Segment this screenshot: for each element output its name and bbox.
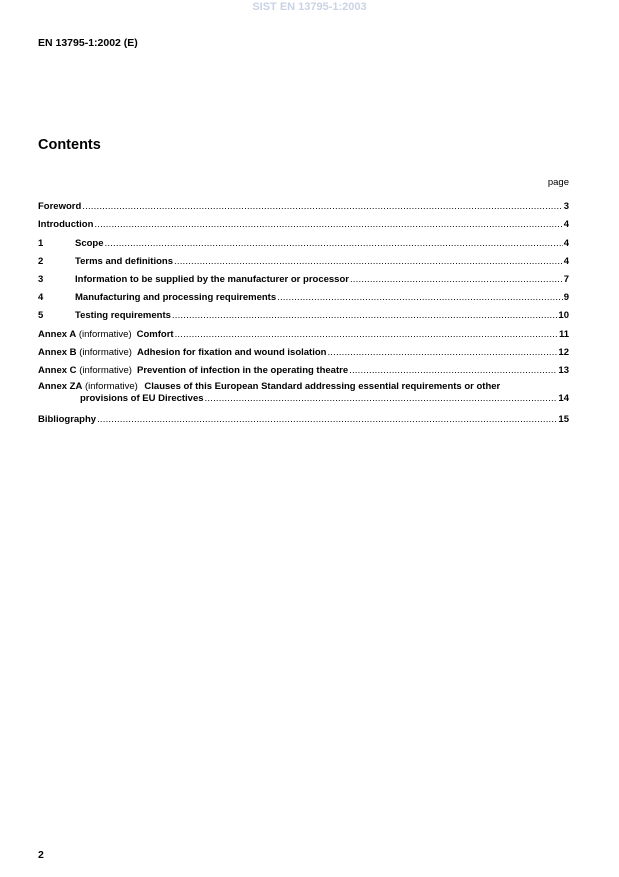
toc-entry-title: Scope	[75, 237, 104, 249]
toc-entry-annex-za[interactable]	[38, 376, 569, 405]
toc-entry-title: Terms and definitions	[75, 255, 174, 267]
toc-entry-scope[interactable]	[38, 230, 569, 248]
annex-label: Annex C	[38, 364, 77, 376]
toc-entry-title: Comfort	[136, 328, 174, 340]
toc-entry-page: 4	[563, 219, 569, 231]
annex-type: (informative)	[79, 346, 132, 358]
toc-entry-annex-b[interactable]	[38, 340, 569, 358]
annex-label: Annex B	[38, 346, 77, 358]
annex-type: (informative)	[84, 380, 138, 392]
toc-entry-page: 3	[563, 201, 569, 213]
dot-leader	[172, 310, 558, 321]
toc-entry-introduction[interactable]	[38, 212, 569, 230]
toc-entry-information[interactable]	[38, 267, 569, 285]
toc-entry-page: 4	[563, 255, 569, 267]
toc-entry-title: Adhesion for fixation and wound isolation	[136, 346, 327, 358]
dot-leader	[350, 274, 563, 285]
toc-entry-testing[interactable]	[38, 303, 569, 321]
dot-leader	[349, 365, 557, 376]
table-of-contents	[38, 194, 569, 425]
annex-label: Annex A	[38, 328, 77, 340]
dot-leader	[174, 256, 563, 267]
toc-entry-annex-a[interactable]	[38, 321, 569, 339]
dot-leader	[205, 393, 558, 405]
toc-entry-title: Prevention of infection in the operating theatre	[136, 364, 349, 376]
toc-entry-page: 12	[558, 346, 569, 358]
toc-entry-title: Bibliography	[38, 414, 97, 426]
toc-entry-page: 9	[563, 292, 569, 304]
dot-leader	[82, 201, 562, 212]
annex-label: Annex ZA	[38, 380, 83, 392]
toc-entry-title-line1: Clauses of this European Standard addressing essential requirements or other	[144, 380, 501, 392]
toc-entry-page: 7	[563, 273, 569, 285]
document-id: EN 13795-1:2002 (E)	[38, 37, 138, 49]
toc-entry-page: 10	[558, 310, 569, 322]
toc-entry-title: Testing requirements	[75, 310, 171, 322]
toc-entry-page: 4	[563, 237, 569, 249]
toc-entry-number: 3	[38, 273, 44, 285]
toc-entry-number: 2	[38, 255, 44, 267]
watermark: SIST EN 13795-1:2003	[252, 1, 367, 13]
toc-entry-terms[interactable]	[38, 249, 569, 267]
toc-entry-manufacturing[interactable]	[38, 285, 569, 303]
annex-type: (informative)	[78, 328, 132, 340]
page-number: 2	[38, 849, 44, 861]
toc-entry-title: Introduction	[38, 219, 94, 231]
toc-entry-page: 15	[558, 414, 569, 426]
toc-entry-number: 1	[38, 237, 44, 249]
page-column-header: page	[547, 177, 569, 188]
dot-leader	[175, 329, 558, 340]
dot-leader	[105, 238, 563, 249]
dot-leader	[277, 292, 563, 303]
toc-entry-page: 11	[558, 328, 569, 340]
toc-entry-page: 13	[558, 364, 569, 376]
toc-entry-foreword[interactable]	[38, 194, 569, 212]
toc-entry-title: Foreword	[38, 201, 82, 213]
toc-entry-bibliography[interactable]	[38, 407, 569, 425]
dot-leader	[94, 219, 562, 230]
dot-leader	[327, 347, 557, 358]
toc-entry-title: Manufacturing and processing requirements	[75, 292, 277, 304]
toc-entry-number: 5	[38, 310, 44, 322]
page-title: Contents	[38, 137, 101, 153]
toc-entry-title: Information to be supplied by the manufacturer or processor	[75, 273, 349, 285]
dot-leader	[97, 414, 557, 425]
toc-entry-page: 14	[558, 392, 569, 404]
toc-entry-number: 4	[38, 292, 44, 304]
toc-entry-annex-c[interactable]	[38, 358, 569, 376]
toc-entry-title-line2: provisions of EU Directives	[80, 392, 204, 404]
annex-type: (informative)	[79, 364, 132, 376]
